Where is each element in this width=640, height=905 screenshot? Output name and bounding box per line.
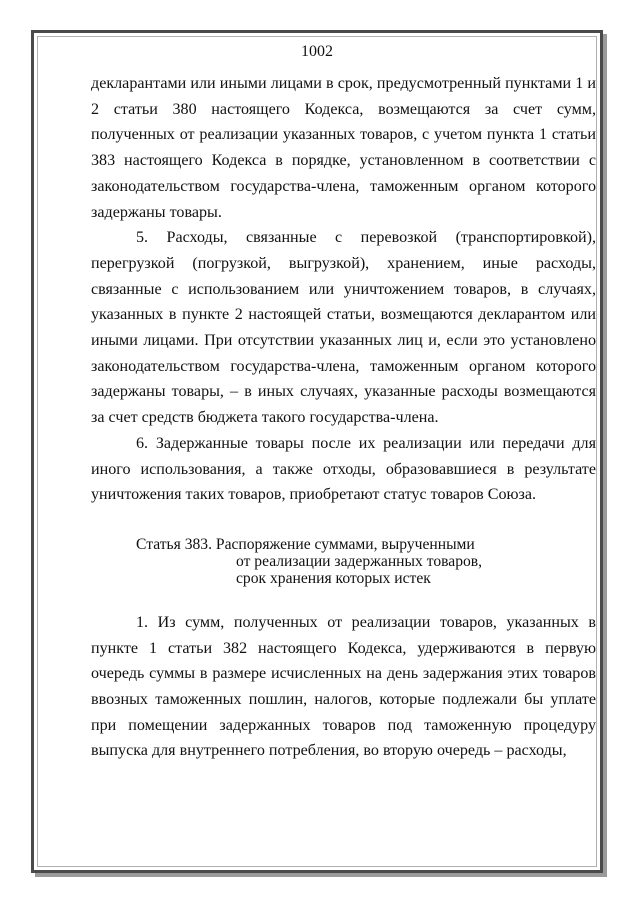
article-heading-line-2: от реализации задержанных товаров, <box>236 552 483 570</box>
paragraph-article-383-item-1: 1. Из сумм, полученных от реализации товаров, указанных в пункте 1 статьи 382 настоящего Кодекса, удерживаются в первую очередь суммы в размере исчисленных на день задержания этих товаров ввозных таможенных пошлин, налогов, которые подлежали бы уплате при помещении задержанных товаров под таможенную процедуру выпуска для внутреннего потребления, во вторую очередь – расходы, <box>91 613 596 760</box>
page-number: 1002 <box>301 43 333 60</box>
paragraph-continuation: декларантами или иными лицами в срок, предусмотренный пунктами 1 и 2 статьи 380 настоящего Кодекса, возмещаются за счет сумм, полученных от реализации указанных товаров, с учетом пункта 1 статьи 383 настоящего Кодекса в порядке, установленном в соответствии с законодательством государства-члена, таможенным органом которого задержаны товары. <box>91 75 596 221</box>
article-heading-line-3: срок хранения которых истек <box>236 569 431 587</box>
paragraph-item-6: 6. Задержанные товары после их реализации или передачи для иного использования, а также отходы, образовавшиеся в результате уничтожения таких товаров, приобретают статус товаров Союза. <box>91 434 596 504</box>
article-heading-line-1: Статья 383. Распоряжение суммами, вырученными <box>136 535 475 553</box>
document-body <box>91 71 596 764</box>
page-frame <box>31 30 603 873</box>
article-heading <box>136 536 596 587</box>
paragraph-item-5: 5. Расходы, связанные с перевозкой (транспортировкой), перегрузкой (погрузкой, выгрузкой), хранением, иные расходы, связанные с использованием или уничтожением товаров, в случаях, указанных в пункте 2 настоящей статьи, возмещаются декларантом или иными лицами. При отсутствии указанных лиц и, если это установлено законодательством государства-члена, таможенным органом которого задержаны товары, – в иных случаях, указанные расходы возмещаются за счет средств бюджета такого государства-члена. <box>91 229 596 427</box>
